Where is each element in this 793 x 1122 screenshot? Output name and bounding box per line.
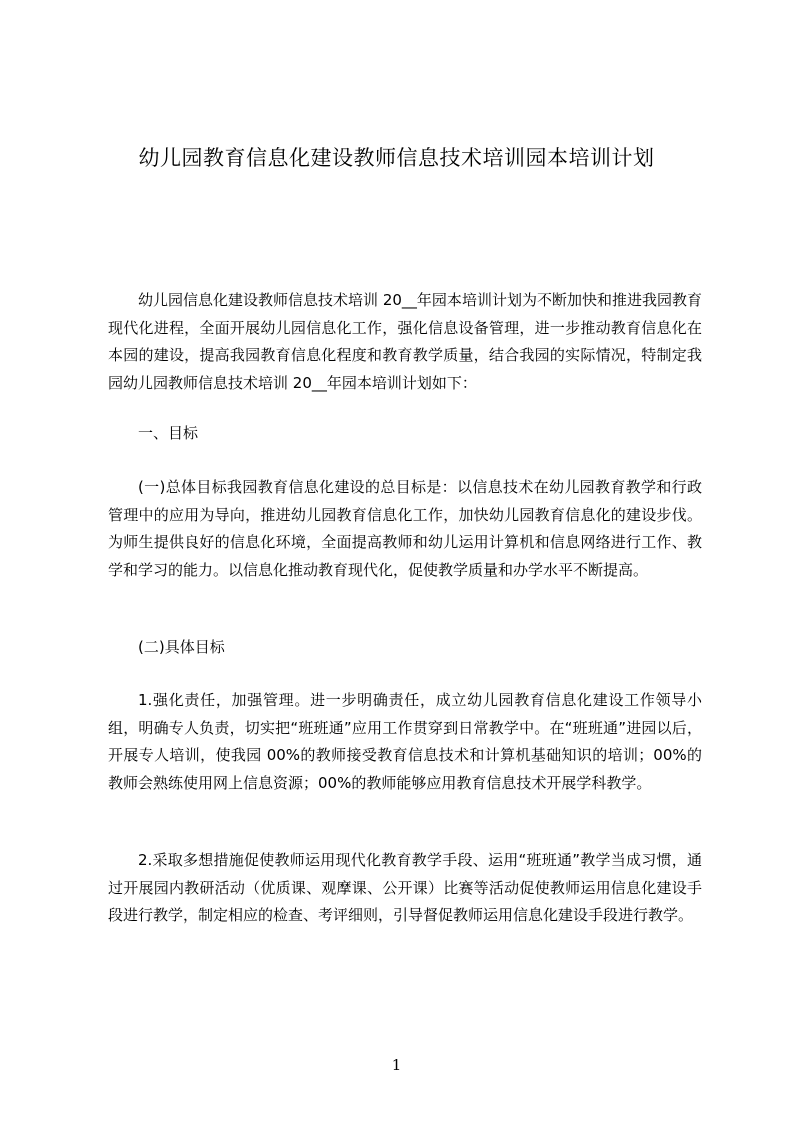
section-heading-goals: 一、目标 <box>138 424 199 442</box>
document-title: 幼儿园教育信息化建设教师信息技术培训园本培训计划 <box>138 146 655 170</box>
specific-goals-heading: (二)具体目标 <box>138 638 225 656</box>
intro-paragraph: 幼儿园信息化建设教师信息技术培训 20__年园本培训计划为不断加快和推进我园教育现代化进程，全面开展幼儿园信息化工作，强化信息设备管理，进一步推动教育信息化在本园的建设，提高我园教育信息化程度和教育教学质量，结合我园的实际情况，特制定我园幼儿园教师信息技术培训 20__年园本培训计划如下： <box>108 291 702 392</box>
goal-item-1-paragraph: 1.强化责任，加强管理。进一步明确责任，成立幼儿园教育信息化建设工作领导小组，明确专人负责，切实把“班班通”应用工作贯穿到日常教学中。在“班班通”进园以后，开展专人培训，使我园 00%的教师接受教育信息技术和计算机基础知识的培训；00%的教师会熟练使用网上信息资源；00%的教师能够应用教育信息技术开展学科教学。 <box>108 691 702 792</box>
overall-goal-paragraph: (一)总体目标我园教育信息化建设的总目标是：以信息技术在幼儿园教育教学和行政管理中的应用为导向，推进幼儿园教育信息化工作，加快幼儿园教育信息化的建设步伐。为师生提供良好的信息化环境，全面提高教师和幼儿运用计算机和信息网络进行工作、教学和学习的能力。以信息化推动教育现代化，促使教学质量和办学水平不断提高。 <box>108 478 702 579</box>
goal-item-2-paragraph: 2.采取多想措施促使教师运用现代化教育教学手段、运用“班班通”教学当成习惯，通过开展园内教研活动（优质课、观摩课、公开课）比赛等活动促使教师运用信息化建设手段进行教学，制定相应的检查、考评细则，引导督促教师运用信息化建设手段进行教学。 <box>108 851 702 924</box>
page-number: 1 <box>391 1056 402 1074</box>
